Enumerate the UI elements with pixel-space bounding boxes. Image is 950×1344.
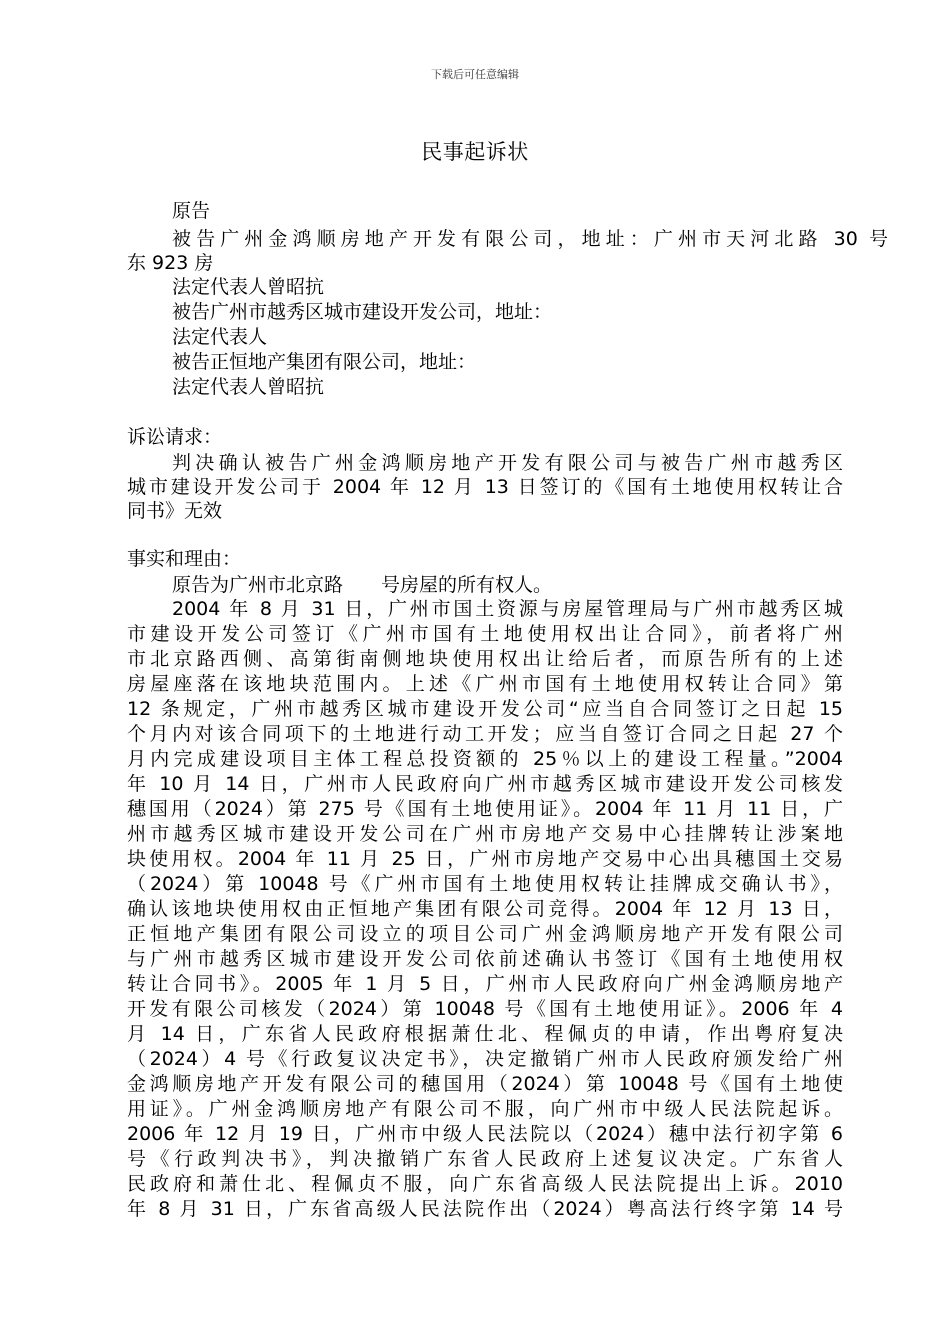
fact-line: 确认该地块使用权由正恒地产集团有限公司竞得。2004 年 12 月 13 日，: [127, 898, 843, 920]
fact-line: 年 8 月 31 日，广东省高级人民法院作出（2024）粤高法行终字第 14 号: [127, 1198, 843, 1220]
fact-line: 号《行政判决书》，判决撤销广东省人民政府上述复议决定。广东省人: [127, 1148, 843, 1170]
facts-heading: 事实和理由：: [127, 548, 242, 570]
party-line: 被告广州市越秀区城市建设开发公司，地址：: [172, 301, 553, 323]
party-line: 法定代表人曾昭抗: [172, 276, 325, 298]
fact-line: （2024）4 号《行政复议决定书》，决定撤销广州市人民政府颁发给广州: [127, 1048, 843, 1070]
fact-line: 12 条规定，广州市越秀区城市建设开发公司“应当自合同签订之日起 15: [127, 698, 843, 720]
fact-line: 房屋座落在该地块范围内。上述《广州市国有土地使用权转让合同》第: [127, 673, 843, 695]
claims-heading: 诉讼请求：: [127, 426, 223, 448]
party-line: 东 923 房: [127, 252, 214, 274]
fact-line: 月内完成建设项目主体工程总投资额的 25％以上的建设工程量。”2004: [127, 748, 843, 770]
fact-line: 块使用权。2004 年 11 月 25 日，广州市房地产交易中心出具穗国土交易: [127, 848, 843, 870]
claim-line: 城市建设开发公司于 2004 年 12 月 13 日签订的《国有土地使用权转让合: [127, 476, 843, 498]
fact-line: 穗国用（2024）第 275 号《国有土地使用证》。2004 年 11 月 11 日，广: [127, 798, 843, 820]
fact-line: 民政府和萧仕北、程佩贞不服，向广东省高级人民法院提出上诉。2010: [127, 1173, 843, 1195]
fact-line: 转让合同书》。2005 年 1 月 5 日，广州市人民政府向广州金鸿顺房地产: [127, 973, 843, 995]
fact-line: 州市越秀区城市建设开发公司在广州市房地产交易中心挂牌转让涉案地: [127, 823, 843, 845]
fact-line: 市建设开发公司签订《广州市国有土地使用权出让合同》，前者将广州: [127, 623, 843, 645]
party-line: 法定代表人: [172, 326, 268, 348]
claim-line: 同书》无效: [127, 500, 223, 522]
fact-line: 与广州市越秀区城市建设开发公司依前述确认书签订《国有土地使用权: [127, 948, 843, 970]
party-line: 原告: [172, 200, 211, 222]
fact-line: 2006 年 12 月 19 日，广州市中级人民法院以（2024）穗中法行初字第 6: [127, 1123, 843, 1145]
fact-line: 市北京路西侧、高第街南侧地块使用权出让给后者，而原告所有的上述: [127, 648, 843, 670]
claim-line: 判决确认被告广州金鸿顺房地产开发有限公司与被告广州市越秀区: [172, 452, 843, 474]
fact-line: 原告为广州市北京路 号房屋的所有权人。: [172, 574, 553, 596]
fact-line: 用证》。广州金鸿顺房地产有限公司不服，向广州市中级人民法院起诉。: [127, 1098, 843, 1120]
party-line: 法定代表人曾昭抗: [172, 376, 325, 398]
fact-line: （2024）第 10048 号《广州市国有土地使用权转让挂牌成交确认书》，: [127, 873, 843, 895]
fact-line: 年 10 月 14 日，广州市人民政府向广州市越秀区城市建设开发公司核发: [127, 773, 843, 795]
party-line: 被告正恒地产集团有限公司，地址：: [172, 351, 477, 373]
fact-line: 2004 年 8 月 31 日，广州市国土资源与房屋管理局与广州市越秀区城: [172, 598, 843, 620]
fact-line: 月 14 日，广东省人民政府根据萧仕北、程佩贞的申请，作出粤府复决: [127, 1023, 843, 1045]
document-title: 民事起诉状: [421, 140, 529, 164]
fact-line: 开发有限公司核发（2024）第 10048 号《国有土地使用证》。2006 年 4: [127, 998, 843, 1020]
party-line: 被告广州金鸿顺房地产开发有限公司，地址：广州市天河北路 30 号: [172, 228, 888, 250]
header-note: 下载后可任意编辑: [431, 68, 519, 81]
fact-line: 金鸿顺房地产开发有限公司的穗国用（2024）第 10048 号《国有土地使: [127, 1073, 843, 1095]
fact-line: 个月内对该合同项下的土地进行动工开发；应当自签订合同之日起 27 个: [127, 723, 843, 745]
fact-line: 正恒地产集团有限公司设立的项目公司广州金鸿顺房地产开发有限公司: [127, 923, 843, 945]
